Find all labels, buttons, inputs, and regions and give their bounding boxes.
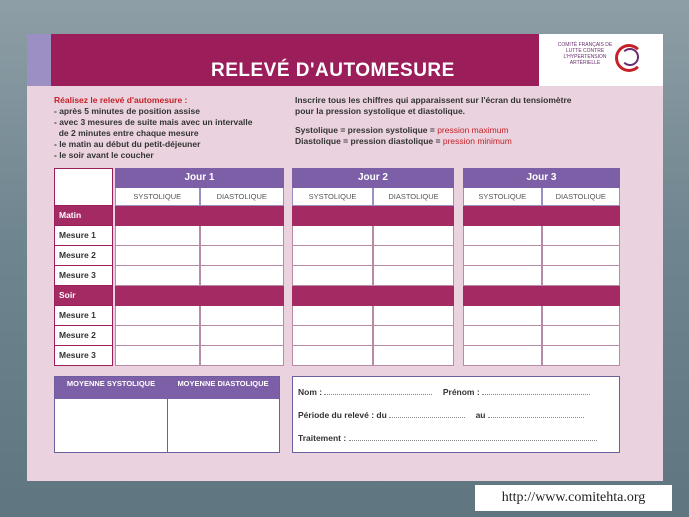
- input-cell[interactable]: [463, 266, 542, 286]
- soir-row: [115, 286, 284, 306]
- input-cell[interactable]: [463, 346, 542, 366]
- cell: [115, 286, 200, 306]
- measurement-guidance: [295, 95, 635, 147]
- traitement-field[interactable]: [349, 434, 597, 441]
- title-bar: [51, 34, 539, 86]
- input-cell[interactable]: [200, 346, 285, 366]
- row-label-mesure: Mesure 1: [54, 306, 113, 326]
- au-label: au: [475, 410, 486, 420]
- mesure-row: [292, 246, 454, 266]
- systolique-header: SYSTOLIQUE: [292, 188, 373, 206]
- diastolic-label: Diastolique = pression diastolique =: [295, 136, 443, 146]
- day-header: Jour 3: [463, 168, 620, 188]
- input-cell[interactable]: [373, 266, 454, 286]
- instruction-item: - avec 3 mesures de suite mais avec un intervalle: [54, 117, 253, 127]
- input-cell[interactable]: [463, 326, 542, 346]
- input-cell[interactable]: [463, 246, 542, 266]
- moyenne-systolique-field[interactable]: [55, 399, 168, 452]
- input-cell[interactable]: [463, 226, 542, 246]
- input-cell[interactable]: [292, 346, 373, 366]
- page-title: RELEVÉ D'AUTOMESURE: [211, 60, 455, 81]
- soir-row: [292, 286, 454, 306]
- mesure-row: [463, 326, 620, 346]
- day-subheader: [292, 188, 454, 206]
- mesure-row: [463, 226, 620, 246]
- cell: [200, 286, 285, 306]
- row-labels-column: [54, 168, 113, 366]
- mesure-row: [115, 226, 284, 246]
- traitement-label: Traitement :: [298, 433, 347, 443]
- systolic-label: Systolique = pression systolique =: [295, 125, 438, 135]
- matin-row: [463, 206, 620, 226]
- input-cell[interactable]: [542, 246, 621, 266]
- input-cell[interactable]: [200, 246, 285, 266]
- mesure-row: [292, 306, 454, 326]
- input-cell[interactable]: [373, 246, 454, 266]
- input-cell[interactable]: [200, 306, 285, 326]
- input-cell[interactable]: [463, 306, 542, 326]
- mesure-row: [292, 226, 454, 246]
- patient-info-box: [292, 376, 620, 453]
- prenom-field[interactable]: [482, 388, 590, 395]
- input-cell[interactable]: [115, 306, 200, 326]
- soir-row: [463, 286, 620, 306]
- day-table-3: [463, 168, 620, 366]
- cell: [542, 206, 621, 226]
- input-cell[interactable]: [200, 226, 285, 246]
- systolique-header: SYSTOLIQUE: [463, 188, 542, 206]
- matin-row: [292, 206, 454, 226]
- mesure-row: [463, 246, 620, 266]
- input-cell[interactable]: [373, 346, 454, 366]
- day-subheader: [115, 188, 284, 206]
- input-cell[interactable]: [542, 226, 621, 246]
- systolic-value: pression maximum: [437, 125, 509, 135]
- instructions-title: Réalisez le relevé d'automesure :: [54, 95, 188, 105]
- instruction-item: - le matin au début du petit-déjeuner: [54, 139, 201, 149]
- cell: [200, 206, 285, 226]
- input-cell[interactable]: [115, 226, 200, 246]
- moyenne-diastolique-field[interactable]: [168, 399, 280, 452]
- cell: [292, 286, 373, 306]
- cell: [373, 286, 454, 306]
- moyenne-box: [54, 376, 280, 453]
- periode-end-field[interactable]: [488, 411, 584, 418]
- cell: [542, 286, 621, 306]
- input-cell[interactable]: [373, 226, 454, 246]
- mesure-row: [115, 246, 284, 266]
- mesure-row: [115, 266, 284, 286]
- logo-text: COMITÉ FRANÇAIS DE LUTTE CONTRE L'HYPERTENSION ARTÉRIELLE: [557, 42, 613, 66]
- traitement-line: [298, 433, 597, 443]
- systolique-header: SYSTOLIQUE: [115, 188, 200, 206]
- input-cell[interactable]: [292, 326, 373, 346]
- row-label-matin: Matin: [54, 206, 113, 226]
- day-table-1: [115, 168, 284, 366]
- input-cell[interactable]: [292, 306, 373, 326]
- mesure-row: [292, 346, 454, 366]
- systolic-definition: [295, 125, 635, 136]
- guidance-line: pour la pression systolique et diastolique.: [295, 106, 466, 116]
- instruction-item: - le soir avant le coucher: [54, 150, 154, 160]
- source-url: http://www.comitehta.org: [475, 485, 672, 511]
- guidance-line: Inscrire tous les chiffres qui apparaissent sur l'écran du tensiomètre: [295, 95, 572, 105]
- moyenne-diastolique-label: MOYENNE DIASTOLIQUE: [177, 379, 269, 388]
- mesure-row: [292, 326, 454, 346]
- input-cell[interactable]: [292, 226, 373, 246]
- mesure-row: [292, 266, 454, 286]
- diastolic-value: pression minimum: [442, 136, 512, 146]
- input-cell[interactable]: [542, 326, 621, 346]
- diastolique-header: DIASTOLIQUE: [200, 188, 285, 206]
- input-cell[interactable]: [373, 306, 454, 326]
- periode-start-field[interactable]: [389, 411, 465, 418]
- row-label-mesure: Mesure 2: [54, 326, 113, 346]
- input-cell[interactable]: [115, 266, 200, 286]
- prenom-label: Prénom :: [442, 387, 480, 397]
- mesure-row: [115, 306, 284, 326]
- instructions-list: [54, 106, 252, 161]
- mesure-row: [115, 326, 284, 346]
- input-cell[interactable]: [115, 346, 200, 366]
- comite-logo: [539, 34, 663, 86]
- day-header: Jour 2: [292, 168, 454, 188]
- diastolique-header: DIASTOLIQUE: [542, 188, 621, 206]
- row-label-mesure: Mesure 3: [54, 266, 113, 286]
- input-cell[interactable]: [292, 246, 373, 266]
- day-table-2: [292, 168, 454, 366]
- mesure-row: [463, 266, 620, 286]
- mesure-row: [115, 346, 284, 366]
- input-cell[interactable]: [200, 266, 285, 286]
- input-cell[interactable]: [542, 266, 621, 286]
- input-cell[interactable]: [542, 346, 621, 366]
- moyenne-header: [55, 377, 279, 399]
- nom-field[interactable]: [324, 388, 432, 395]
- form-card: [27, 34, 663, 481]
- logo-inner-arc-icon: [621, 48, 639, 66]
- cell: [463, 206, 542, 226]
- moyenne-body: [55, 399, 279, 452]
- instruction-item: de 2 minutes entre chaque mesure: [54, 128, 199, 138]
- day-subheader: [463, 188, 620, 206]
- input-cell[interactable]: [292, 266, 373, 286]
- instruction-item: - après 5 minutes de position assise: [54, 106, 200, 116]
- cell: [115, 206, 200, 226]
- cell: [463, 286, 542, 306]
- day-header: Jour 1: [115, 168, 284, 188]
- nom-label: Nom :: [298, 387, 323, 397]
- row-label-soir: Soir: [54, 286, 113, 306]
- cell: [373, 206, 454, 226]
- mesure-row: [463, 346, 620, 366]
- diastolique-header: DIASTOLIQUE: [373, 188, 454, 206]
- nom-line: [298, 387, 590, 397]
- row-label-mesure: Mesure 1: [54, 226, 113, 246]
- row-label-mesure: Mesure 3: [54, 346, 113, 366]
- input-cell[interactable]: [115, 246, 200, 266]
- input-cell[interactable]: [115, 326, 200, 346]
- cell: [292, 206, 373, 226]
- row-labels-header: [54, 168, 113, 206]
- periode-line: [298, 410, 584, 420]
- diastolic-definition: [295, 136, 635, 147]
- row-label-mesure: Mesure 2: [54, 246, 113, 266]
- input-cell[interactable]: [542, 306, 621, 326]
- periode-label: Période du relevé : du: [298, 410, 387, 420]
- moyenne-systolique-label: MOYENNE SYSTOLIQUE: [66, 379, 156, 388]
- input-cell[interactable]: [373, 326, 454, 346]
- header-accent-strip: [27, 34, 51, 86]
- mesure-row: [463, 306, 620, 326]
- input-cell[interactable]: [200, 326, 285, 346]
- matin-row: [115, 206, 284, 226]
